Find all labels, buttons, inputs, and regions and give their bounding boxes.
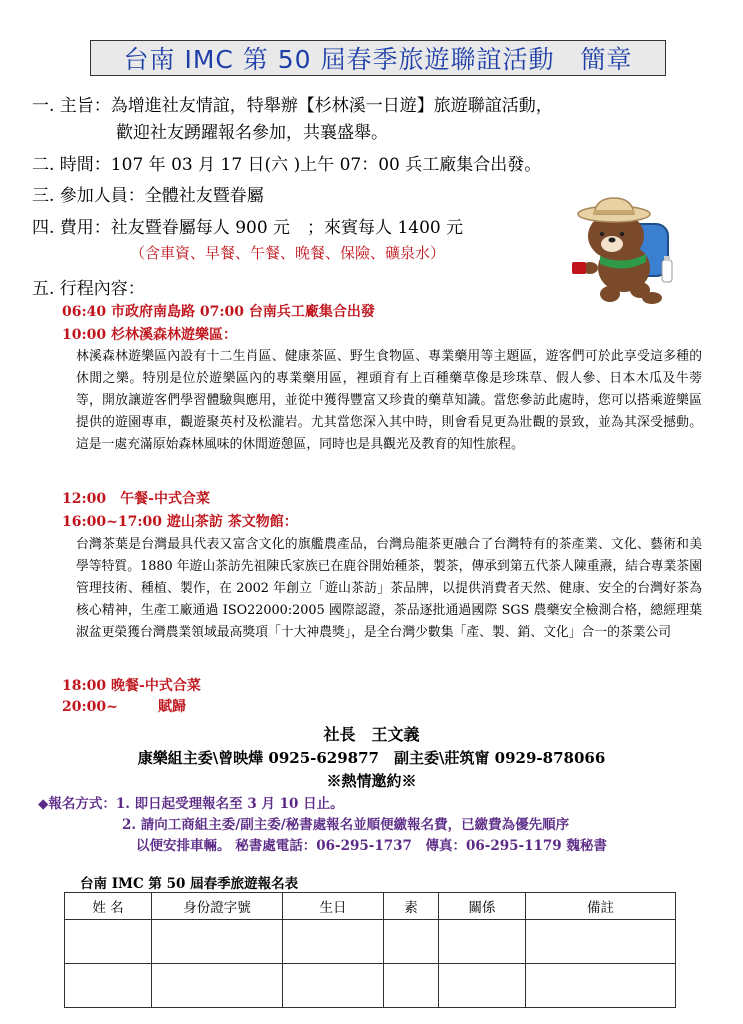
header-birthday: 生日 <box>283 893 384 920</box>
section-fee: 四. 費用：社友暨眷屬每人 900 元 ；來賓每人 1400 元 <box>32 218 464 238</box>
schedule-item-return: 賦歸 <box>158 699 186 715</box>
cell-notes[interactable] <box>526 920 676 964</box>
cell-relationship[interactable] <box>439 964 526 1008</box>
registration-line1: ◆報名方式：1. 即日起受理報名至 3 月 10 日止。 <box>38 796 344 812</box>
schedule-item-tea: 16:00~17:00 遊山茶訪 茶文物館： <box>62 514 298 530</box>
header-relationship: 關係 <box>439 893 526 920</box>
schedule-item-dinner: 18:00 晚餐-中式合菜 <box>62 678 201 694</box>
schedule-item-departure: 06:40 市政府南島路 07:00 台南兵工廠集合出發 <box>62 304 375 320</box>
registration-line3: 以便安排車輛。 秘書處電話：06-295-1737 傳真：06-295-1179 魏秘書 <box>136 838 607 854</box>
cell-id[interactable] <box>152 964 283 1008</box>
invite-text: ※熱情邀約※ <box>326 772 417 790</box>
header-name: 姓 名 <box>65 893 152 920</box>
section-purpose-line2: 歡迎社友踴躍報名參加，共襄盛舉。 <box>116 123 388 143</box>
header-vegetarian: 素 <box>384 893 439 920</box>
tea-description: 台灣茶葉是台灣最具代表又富含文化的旗艦農產品，台灣烏龍茶更融合了台灣特有的茶產業、文化、藝術和美學等特質。1880 年遊山茶訪先祖陳氏家族已在鹿谷開始種茶，製茶，傳承到第五代茶人陳重燾，結合專業茶園管理技術、種植、製作，在 2002 年創立「遊山茶訪」茶品牌，以提供消費者天然、健康、安全的台灣好茶為核心精神，生產工廠通過 ISO22000:2005 國際認證，茶品逐批通過國際 SGS 農藥安全檢測合格，總經理葉淑盆更榮獲台灣農業領域最高獎項「十大神農獎」，是全台灣少數集「產、製、銷、文化」合一的茶業公司 <box>76 537 702 640</box>
registration-line2: 2. 請向工商組主委/副主委/秘書處報名並順便繳報名費，已繳費為優先順序 <box>122 817 570 833</box>
cell-name[interactable] <box>65 964 152 1008</box>
cell-birthday[interactable] <box>283 920 384 964</box>
cell-vegetarian[interactable] <box>384 964 439 1008</box>
header-notes: 備註 <box>526 893 676 920</box>
cell-vegetarian[interactable] <box>384 920 439 964</box>
table-row <box>65 920 676 964</box>
section-purpose-line1: 一. 主旨：為增進社友情誼，特舉辦【杉林溪一日遊】旅遊聯誼活動， <box>32 96 553 116</box>
fee-note: （含車資、早餐、午餐、晚餐、保險、礦泉水） <box>130 244 446 262</box>
header-id: 身份證字號 <box>152 893 283 920</box>
section-itinerary: 五. 行程內容： <box>32 279 145 299</box>
table-header-row <box>65 893 676 920</box>
president: 社長 王文義 <box>323 725 420 744</box>
schedule-item-return-time: 20:00~ <box>62 699 118 715</box>
section-participants: 三. 參加人員：全體社友暨眷屬 <box>32 186 264 206</box>
cell-relationship[interactable] <box>439 920 526 964</box>
cell-id[interactable] <box>152 920 283 964</box>
cell-name[interactable] <box>65 920 152 964</box>
section-time: 二. 時間：107 年 03 月 17 日(六 )上午 07：00 兵工廠集合出發。 <box>32 155 542 175</box>
committee-contacts: 康樂組主委\曾映燁 0925-629877 副主委\莊筑甯 0929-878066 <box>137 749 606 767</box>
page-title: 台南 IMC 第 50 屆春季旅遊聯誼活動 簡章 <box>90 40 666 76</box>
cell-notes[interactable] <box>526 964 676 1008</box>
bear-mascot-illustration <box>566 192 686 310</box>
registration-form-table <box>64 892 676 1008</box>
schedule-item-forest: 10:00 杉林溪森林遊樂區： <box>62 327 238 343</box>
table-row <box>65 964 676 1008</box>
forest-description: 林溪森林遊樂區內設有十二生肖區、健康茶區、野生食物區、專業藥用等主題區，遊客們可於此享受這多種的休閒之樂。特別是位於遊樂區內的專業藥用區，裡頭育有上百種藥草像是珍珠草、假人參、日本木瓜及牛蒡等，開放讓遊客們學習體驗與應用，並從中獲得豐富又珍貴的藥草知識。當您參訪此處時，您可以搭乘遊樂區提供的遊園專車，觀遊聚英村及松瀧岩。尤其當您深入其中時，則會看見更為壯觀的景致，並為其深受撼動。這是一處充滿原始森林風味的休閒遊憩區，同時也是具觀光及教育的知性旅程。 <box>76 349 702 452</box>
schedule-item-lunch: 12:00 午餐-中式合菜 <box>62 491 210 507</box>
form-title: 台南 IMC 第 50 屆春季旅遊報名表 <box>80 876 299 892</box>
cell-birthday[interactable] <box>283 964 384 1008</box>
